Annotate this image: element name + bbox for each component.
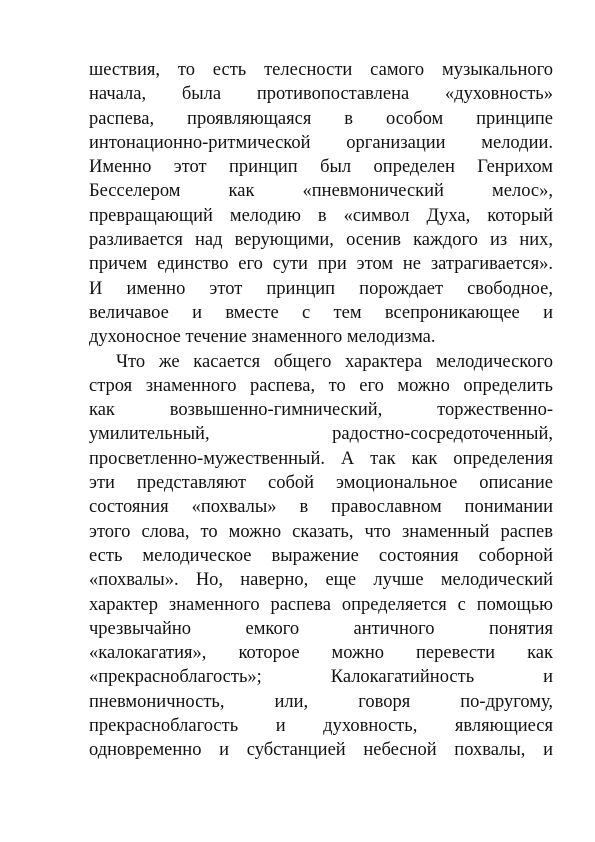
text-line: прекраснoблагость и духовность, являющиеся [89, 716, 553, 737]
text-line: состояния «похвалы» в православном понимании [89, 497, 553, 518]
text-line: строя знаменного распева, то его можно определить [89, 375, 553, 396]
text-line: Именно этот принцип был определен Генрихом [89, 157, 553, 178]
paragraph [89, 58, 553, 350]
text-line: «калокагатия», которое можно перевести как [89, 643, 553, 664]
body-text [89, 58, 553, 763]
text-line: превращающий мелодию в «символ Духа, который [89, 205, 553, 226]
text-line: интонационно-ритмической организации мелодии. [89, 132, 553, 153]
text-line: эти представляют собой эмоциональное описание [89, 473, 553, 494]
text-line: духоносное течение знаменного мелодизма. [89, 327, 436, 348]
text-line: характер знаменного распева определяется с помощью [89, 594, 553, 615]
text-line: одновременно и субстанцией небесной похвалы, и [89, 740, 553, 761]
text-line: причем единство его сути при этом не затрагивается». [89, 254, 553, 275]
text-line: И именно этот принцип порождает свободное, [89, 278, 553, 299]
text-line: начала, была противопоставлена «духовность» [89, 84, 553, 105]
text-line: есть мелодическое выражение состояния соборной [89, 545, 553, 566]
text-line: умилительный, радостно-сосредоточенный, [89, 424, 553, 445]
text-line: чрезвычайно емкого античного понятия [89, 618, 553, 639]
text-line: Что же касается общего характера мелодического [116, 351, 553, 372]
text-line: просветленно-мужественный. А так как определения [89, 448, 553, 469]
text-line: этого слова, то можно сказать, что знаменный распев [89, 521, 553, 542]
text-line: «прекраснoблагость»; Калокагатийность и [89, 667, 553, 688]
text-line: пневмоничность, или, говоря по-другому, [89, 691, 553, 712]
text-line: «похвалы». Но, наверно, еще лучше мелодический [89, 570, 553, 591]
text-line: разливается над верующими, осенив каждого из них, [89, 230, 553, 251]
text-line: Бесселером как «пневмонический мелос», [89, 181, 553, 202]
text-line: как возвышенно-гимнический, торжественно- [89, 400, 553, 421]
paragraph [89, 350, 553, 763]
text-line: распева, проявляющаяся в особом принципе [89, 108, 553, 129]
text-line: величавое и вместе с тем всепроникающее и [89, 302, 553, 323]
text-line: шествия, то есть телесности самого музыкального [89, 60, 553, 80]
